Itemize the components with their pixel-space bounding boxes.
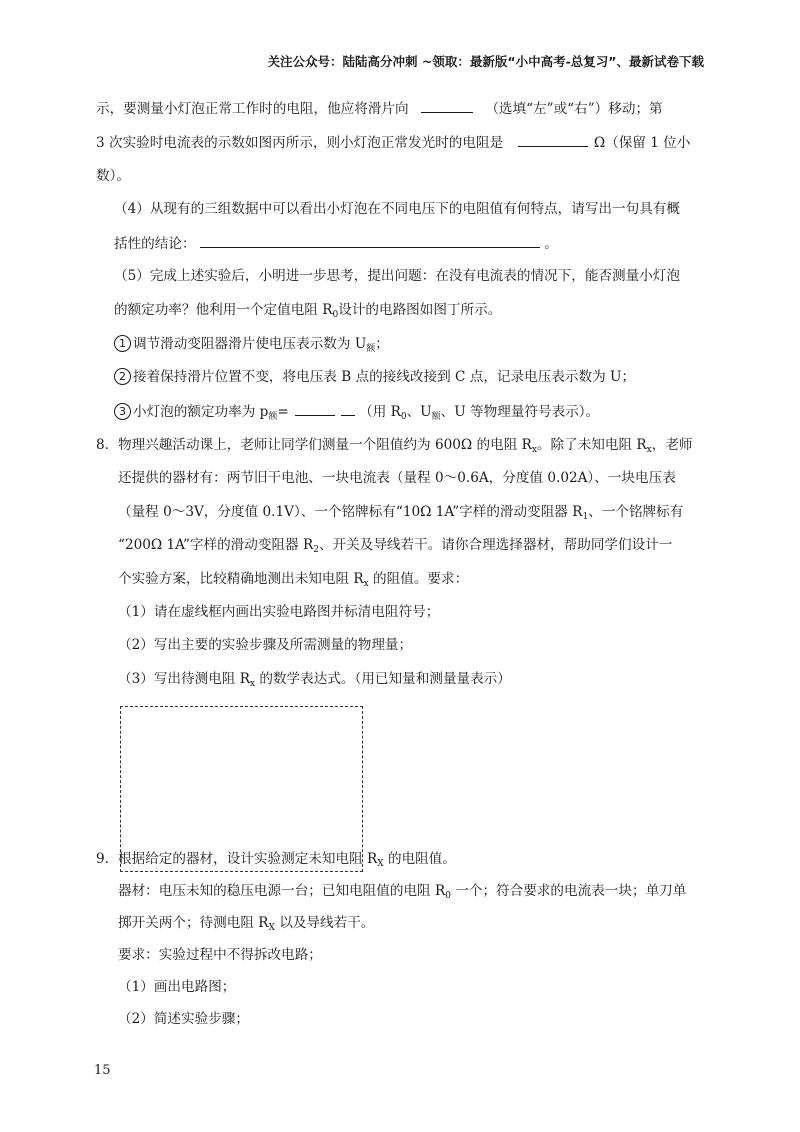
q7-text: 、U 等物理量符号表示）。 <box>440 404 600 420</box>
question-number: 8. <box>96 437 109 453</box>
q7-text: 。 <box>544 236 558 252</box>
page-number: 15 <box>94 1063 111 1078</box>
q8-req-3 <box>118 669 511 694</box>
q7-step-2 <box>114 367 635 387</box>
subscript: 额 <box>366 344 376 354</box>
q8-req-2: （2）写出主要的实验步骤及所需测量的物理量； <box>118 637 413 653</box>
q7-part5-line-1: （5）完成上述实验后，小明进一步思考，提出问题：在没有电流表的情况下，能否测量小灯泡 <box>114 268 680 284</box>
answer-blank[interactable] <box>421 98 473 113</box>
q8-line-4 <box>118 535 672 560</box>
q8-text: 的数学表达式。（用已知量和测量量表示） <box>255 671 511 687</box>
q7-text: （用 R <box>359 404 401 420</box>
q8-text: （3）写出待测电阻 R <box>118 671 250 687</box>
q9-text: 器材：电压未知的稳压电源一台；已知电阻值的电阻 R <box>118 883 446 899</box>
subscript: 0 <box>445 891 451 901</box>
step-number: 1 <box>114 335 131 352</box>
q7-step-1 <box>114 334 389 359</box>
q7-part5-line-2 <box>114 300 501 325</box>
q9-line-1 <box>96 849 456 874</box>
q7-text: （选填“左”或“右”）移动；第 <box>485 101 663 117</box>
q9-line-4: 要求：实验过程中不得拆改电路； <box>118 947 322 963</box>
q8-text: “200Ω 1A”字样的滑动变阻器 R <box>118 537 314 553</box>
answer-blank[interactable] <box>341 401 355 416</box>
q7-text: 设计的电路图如图丁所示。 <box>338 302 502 318</box>
q9-line-5: （1）画出电路图； <box>118 979 236 995</box>
step-number: 3 <box>114 403 131 420</box>
q7-text: ； <box>375 336 389 352</box>
q7-text: 调节滑动变阻器滑片使电压表示数为 U <box>133 336 367 352</box>
q8-text: 、开关及导线若干。请你合理选择器材，帮助同学们设计一 <box>318 537 673 553</box>
subscript: x <box>249 679 256 689</box>
q8-text: 物理兴趣活动课上，老师让同学们测量一个阻值约为 600Ω 的电阻 R <box>118 437 532 453</box>
q7-line-1 <box>96 98 663 119</box>
q8-text: 、一个铭牌标有 <box>588 504 684 520</box>
q9-line-6: （2）简述实验步骤； <box>118 1011 249 1027</box>
q7-step-3 <box>114 401 599 427</box>
subscript: x <box>646 445 652 455</box>
subscript: 2 <box>313 545 319 555</box>
answer-blank[interactable] <box>200 233 540 248</box>
answer-blank[interactable] <box>295 401 335 416</box>
q8-text: 的阻值。要求： <box>368 571 469 587</box>
q9-text: 一个；符合要求的电流表一块；单刀单 <box>450 883 687 899</box>
subscript: 0 <box>400 412 407 422</box>
q8-req-1: （1）请在虚线框内画出实验电路图并标清电阻符号； <box>118 604 440 620</box>
q7-text: 3 次实验时电流表的示数如图丙所示，则小灯泡正常发光时的电阻是 <box>96 135 504 151</box>
q8-line-5 <box>118 569 468 594</box>
page-header: 关注公众号：陆陆高分冲刺 ~领取：最新版“小中高考-总复习”、最新试卷下载 <box>267 54 704 69</box>
q8-text: （量程 0～3V，分度值 0.1V）、一个铭牌标有“10Ω 1A”字样的滑动变阻器 R <box>118 504 583 520</box>
step-number: 2 <box>114 368 131 385</box>
q7-line-3: 数）。 <box>96 168 130 184</box>
subscript: 额 <box>268 412 278 422</box>
q9-line-2 <box>118 881 686 906</box>
answer-blank[interactable] <box>518 132 588 147</box>
q7-text: 、U <box>406 404 432 420</box>
q7-text: 接着保持滑片位置不变，将电压表 B 点的接线改接到 C 点，记录电压表示数为 U； <box>133 369 636 385</box>
q9-text: 掷开关两个；待测电阻 R <box>118 915 269 931</box>
q9-line-3 <box>118 913 374 938</box>
subscript: 0 <box>332 310 339 320</box>
q8-text: 个实验方案，比较精确地测出未知电阻 R <box>118 571 364 587</box>
q7-text: 小灯泡的额定功率为 p <box>133 404 269 420</box>
q7-part4-line-2 <box>114 233 558 254</box>
q8-line-2: 还提供的器材有：两节旧干电池、一块电流表（量程 0～0.6A，分度值 0.02A）、一块电压表 <box>118 470 676 486</box>
q7-part4-line-1: （4）从现有的三组数据中可以看出小灯泡在不同电压下的电阻值有何特点，请写出一句具有概 <box>114 201 680 217</box>
question-number: 9. <box>96 851 109 867</box>
q8-text: 。除了未知电阻 R <box>536 437 647 453</box>
subscript: X <box>268 923 275 933</box>
q7-text: 示，要测量小灯泡正常工作时的电阻，他应将滑片向 <box>96 101 409 117</box>
subscript: x <box>363 579 369 589</box>
q7-text: 的额定功率？他利用一个定值电阻 R <box>114 302 333 318</box>
subscript: X <box>377 859 384 869</box>
q8-text: ，老师 <box>651 437 693 453</box>
q9-text: 根据给定的器材，设计实验测定未知电阻 R <box>118 851 378 867</box>
subscript: x <box>531 445 537 455</box>
q7-text: Ω（保留 1 位小 <box>593 135 691 151</box>
q7-text: = <box>277 404 289 420</box>
q9-text: 以及导线若干。 <box>274 915 375 931</box>
q8-line-1 <box>96 435 693 460</box>
subscript: 1 <box>582 512 589 522</box>
q9-text: 的电阻值。 <box>383 851 456 867</box>
q7-line-2 <box>96 132 690 153</box>
subscript: 额 <box>431 412 441 422</box>
q8-line-3 <box>118 502 683 527</box>
q7-text: 括性的结论： <box>114 236 196 252</box>
circuit-drawing-box[interactable] <box>120 706 363 872</box>
